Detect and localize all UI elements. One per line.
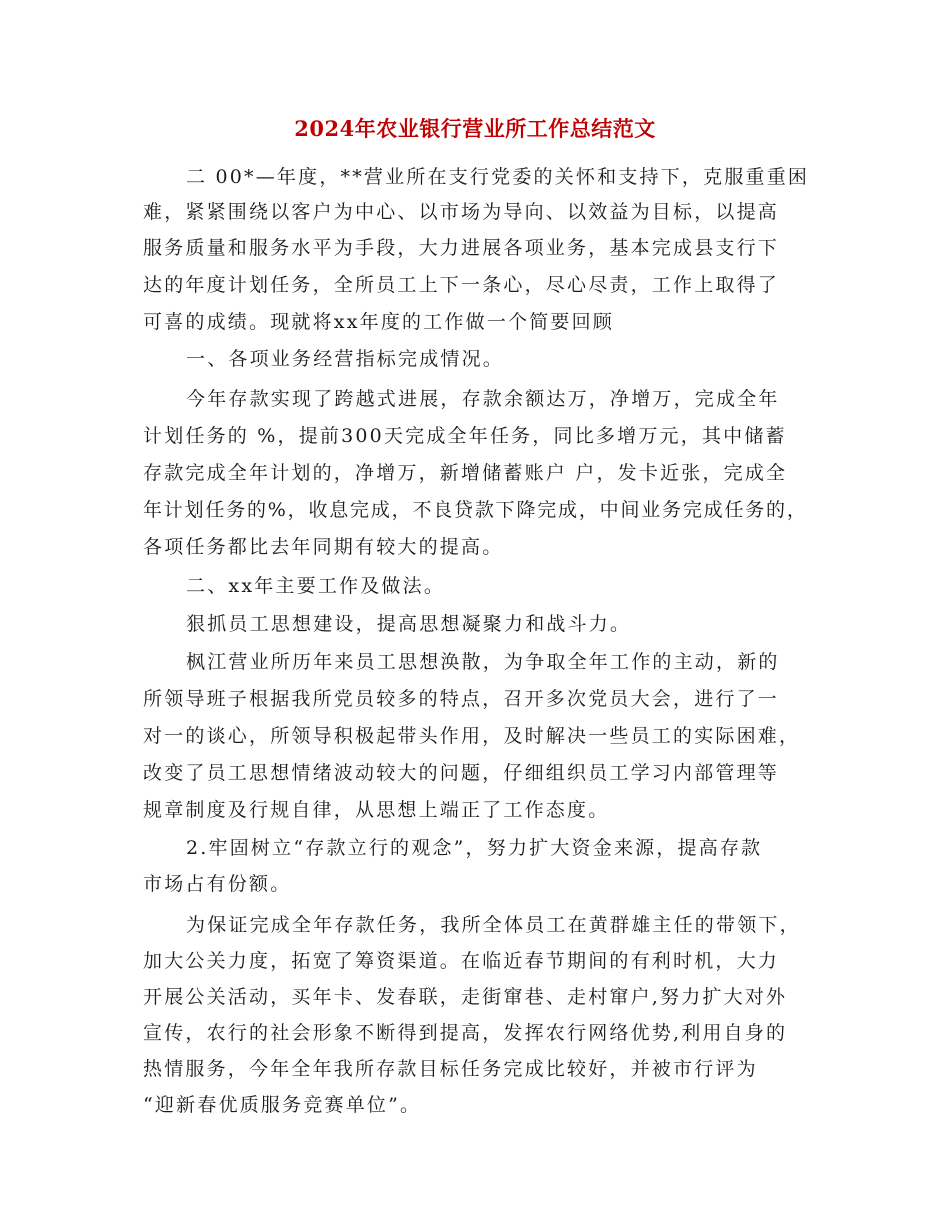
paragraph-line: 年计划任务的%，收息完成，不良贷款下降完成，中间业务完成任务的， bbox=[143, 499, 808, 521]
paragraph-line: 难，紧紧围绕以客户为中心、以市场为导向、以效益为目标，以提高 bbox=[143, 201, 780, 223]
paragraph-line: 热情服务，今年全年我所存款目标任务完成比较好，并被市行评为 bbox=[143, 1058, 758, 1080]
subsection-heading: 狠抓员工思想建设，提高思想凝聚力和战斗力。 bbox=[186, 613, 632, 635]
paragraph-line: 为保证完成全年存款任务，我所全体员工在黄群雄主任的带领下， bbox=[186, 914, 801, 936]
paragraph-line: 计划任务的 %，提前300天完成全年任务，同比多增万元，其中储蓄 bbox=[143, 425, 787, 447]
section-heading: 一、各项业务经营指标完成情况。 bbox=[186, 348, 505, 370]
paragraph-line: 各项任务都比去年同期有较大的提高。 bbox=[143, 536, 504, 558]
paragraph-line: 枫江营业所历年来员工思想涣散，为争取全年工作的主动，新的 bbox=[186, 651, 780, 673]
section-heading: 二、xx年主要工作及做法。 bbox=[186, 575, 446, 597]
paragraph-line: 二 00*—年度，**营业所在支行党委的关怀和支持下，克服重重困 bbox=[186, 166, 810, 188]
paragraph-line: 规章制度及行规自律，从思想上端正了工作态度。 bbox=[143, 799, 610, 821]
paragraph-line: “迎新春优质服务竞赛单位”。 bbox=[143, 1094, 422, 1116]
paragraph-line: 开展公关活动，买年卡、发春联，走街窜巷、走村窜户,努力扩大对外 bbox=[143, 986, 788, 1008]
paragraph-line: 可喜的成绩。现就将xx年度的工作做一个简要回顾 bbox=[143, 311, 615, 333]
paragraph-line: 存款完成全年计划的，净增万，新增储蓄账户 户，发卡近张，完成全 bbox=[143, 462, 788, 484]
paragraph-line: 宣传，农行的社会形象不断得到提高，发挥农行网络优势,利用自身的 bbox=[143, 1022, 788, 1044]
paragraph-line: 对一的谈心，所领导积极起带头作用，及时解决一些员工的实际困难， bbox=[143, 725, 801, 747]
paragraph-line: 服务质量和服务水平为手段，大力进展各项业务，基本完成县支行下 bbox=[143, 237, 780, 259]
paragraph-line: 今年存款实现了跨越式进展，存款余额达万，净增万，完成全年 bbox=[186, 388, 780, 410]
paragraph-line: 所领导班子根据我所党员较多的特点，召开多次党员大会，进行了一 bbox=[143, 688, 780, 710]
paragraph-line: 改变了员工思想情绪波动较大的问题，仔细组织员工学习内部管理等 bbox=[143, 762, 780, 784]
paragraph-line: 市场占有份额。 bbox=[143, 873, 292, 895]
paragraph-line: 达的年度计划任务，全所员工上下一条心，尽心尽责，工作上取得了 bbox=[143, 274, 780, 296]
paragraph-line: 2.牢固树立“存款立行的观念”，努力扩大资金来源，提高存款 bbox=[186, 837, 763, 859]
document-title: 2024年农业银行营业所工作总结范文 bbox=[294, 116, 656, 141]
paragraph-line: 加大公关力度，拓宽了筹资渠道。在临近春节期间的有利时机，大力 bbox=[143, 950, 780, 972]
